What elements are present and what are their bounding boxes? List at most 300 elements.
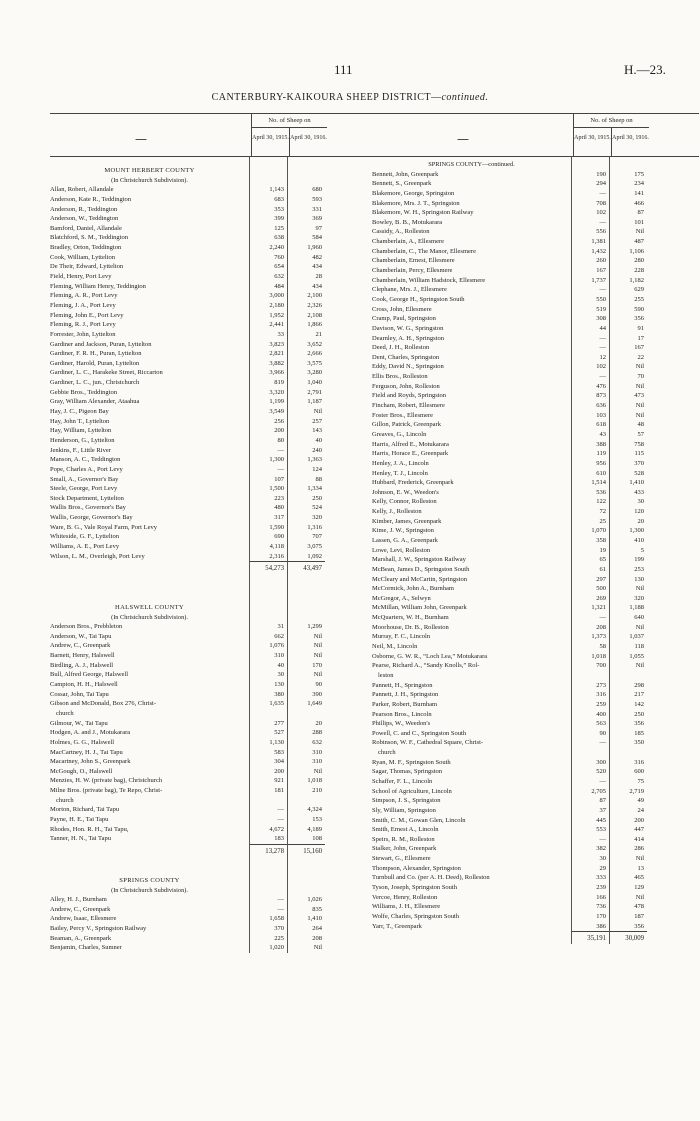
count-1916: 21 xyxy=(315,330,322,338)
count-1915: 225 xyxy=(274,934,284,942)
count-1916: 288 xyxy=(312,729,322,737)
count-1915: 30 xyxy=(277,671,284,679)
count-1916: 87 xyxy=(637,209,644,217)
count-1915: 273 xyxy=(596,681,606,689)
owner-name: School of Agriculture, Lincoln xyxy=(372,787,452,795)
table-row xyxy=(372,700,699,710)
table-row xyxy=(372,218,699,228)
count-1915 xyxy=(571,748,609,758)
owner-name: Chamberlain, Percy, Ellesmere xyxy=(372,267,453,275)
owner-name: Williams, A. E., Port Levy xyxy=(50,542,120,550)
count-1916: 48 xyxy=(637,421,644,429)
count-1916: 1,026 xyxy=(307,896,322,904)
count-1915: 102 xyxy=(596,209,606,217)
owner-name: Fleming, A. R., Port Levy xyxy=(50,292,118,300)
count-1915: 382 xyxy=(596,845,606,853)
count-1915: 1,737 xyxy=(591,276,606,284)
owner-name: Sagar, Thomas, Springston xyxy=(372,768,443,776)
table-row xyxy=(372,873,699,883)
table-row xyxy=(372,864,699,874)
owner-name: Gardiner, L. C., jun., Christchurch xyxy=(50,379,140,387)
count-1916: 1,960 xyxy=(307,244,322,252)
table-row xyxy=(50,513,377,523)
left-column xyxy=(50,113,377,953)
count-1915: 1,373 xyxy=(591,633,606,641)
table-row xyxy=(372,497,699,507)
count-1916: 487 xyxy=(634,238,644,246)
table-row xyxy=(372,661,699,671)
count-1916: 143 xyxy=(312,427,322,435)
count-1915: 190 xyxy=(596,170,606,178)
owner-name: Chamberlain, C., The Manor, Ellesmere xyxy=(372,247,476,255)
count-1916: 1,363 xyxy=(307,456,322,464)
table-row xyxy=(372,738,699,748)
count-1915: 40 xyxy=(277,661,284,669)
count-1915: — xyxy=(599,218,606,226)
count-1916: Nil xyxy=(313,632,322,640)
count-1916: Nil xyxy=(635,623,644,631)
count-1915: 183 xyxy=(274,835,284,843)
owner-name: Gardiner, Harold, Puran, Lyttelton xyxy=(50,359,140,367)
owner-name: McGregor, A., Selwyn xyxy=(372,594,431,602)
owner-name: Gardiner, L. C., Harakeke Street, Riccarton xyxy=(50,369,163,377)
owner-name: Blakemore, George, Springston xyxy=(372,189,455,197)
table-row xyxy=(50,523,377,533)
table-row xyxy=(372,507,699,517)
count-1916: 1,410 xyxy=(307,915,322,923)
table-row xyxy=(372,324,699,334)
count-1916: 414 xyxy=(634,835,644,843)
owner-name: Chamberlain, A., Ellesmere xyxy=(372,238,445,246)
count-1915: 167 xyxy=(596,267,606,275)
owner-name: Parker, Robert, Burnham xyxy=(372,700,438,708)
count-1915: 304 xyxy=(274,758,284,766)
count-1916: 22 xyxy=(637,353,644,361)
table-row xyxy=(50,895,377,905)
owner-name: Phillips, W., Weedon's xyxy=(372,720,431,728)
count-1916: 20 xyxy=(637,517,644,525)
table-row xyxy=(372,295,699,305)
table-row xyxy=(372,227,699,237)
count-1916: 1,866 xyxy=(307,321,322,329)
owner-name: Allan, Robert, Allandale xyxy=(50,186,114,194)
owner-name: McMillan, William John, Greenpark xyxy=(372,604,467,612)
count-1916: 447 xyxy=(634,826,644,834)
table-row xyxy=(50,776,377,786)
count-1915: 43 xyxy=(599,430,606,438)
owner-name: Cross, John, Ellesmere xyxy=(372,305,432,313)
count-1916: Nil xyxy=(635,363,644,371)
owner-name: Anderson, Kate R., Teddington xyxy=(50,195,132,203)
count-1915: 44 xyxy=(599,324,606,332)
owner-name: Deed, J. H., Rolleston xyxy=(372,344,430,352)
owner-name: Bennett, John, Greenpark xyxy=(372,170,439,178)
table-row xyxy=(372,796,699,806)
count-1916: 153 xyxy=(312,816,322,823)
count-1915: — xyxy=(599,614,606,622)
count-1915: 556 xyxy=(596,228,606,236)
count-1915: 736 xyxy=(596,903,606,911)
table-row xyxy=(50,943,377,953)
owner-name: church xyxy=(56,796,74,804)
owner-name: church xyxy=(56,709,74,717)
count-1916: 199 xyxy=(634,556,644,564)
count-1915: 445 xyxy=(596,816,606,824)
count-1915: 760 xyxy=(274,253,284,261)
table-row xyxy=(50,224,377,234)
count-1915: 1,381 xyxy=(591,238,606,246)
owner-name: Bennett, S., Greenpark xyxy=(372,180,432,188)
count-1916: 584 xyxy=(312,234,322,242)
count-1916: 167 xyxy=(634,344,644,352)
table-row xyxy=(50,243,377,253)
count-1916: 124 xyxy=(312,465,322,473)
table-row xyxy=(50,291,377,301)
owner-name: Chamberlain, William Hadstock, Ellesmere xyxy=(372,276,486,284)
owner-name: Cook, William, Lyttelton xyxy=(50,253,115,261)
owner-name: Eddy, David N., Springston xyxy=(372,363,444,371)
count-1916: Nil xyxy=(635,893,644,901)
count-1916: 466 xyxy=(634,199,644,207)
count-1916: Nil xyxy=(313,652,322,660)
owner-name: Kelly, J., Rolleston xyxy=(372,508,422,516)
count-1916: 2,791 xyxy=(307,388,322,396)
owner-name: Gebbie Bros., Teddington xyxy=(50,388,117,396)
table-row xyxy=(50,253,377,263)
section-total: 13,278 15,160 xyxy=(50,844,377,857)
table-row xyxy=(372,256,699,266)
owner-name: McBean, James D., Springston South xyxy=(372,565,470,573)
count-1915: 1,130 xyxy=(269,738,284,746)
count-1916 xyxy=(287,709,325,719)
table-row xyxy=(50,796,377,806)
table-row xyxy=(372,420,699,430)
count-1915: 662 xyxy=(274,632,284,640)
table-row xyxy=(50,699,377,709)
count-1915: 300 xyxy=(596,758,606,766)
count-1916: Nil xyxy=(313,642,322,650)
count-1915: 550 xyxy=(596,295,606,303)
owner-name: Holmes, G. G., Halswell xyxy=(50,738,115,746)
table-row xyxy=(50,214,377,224)
count-1915: 308 xyxy=(596,315,606,323)
count-1916: 250 xyxy=(634,710,644,718)
table-row xyxy=(50,670,377,680)
count-1915: 553 xyxy=(596,826,606,834)
count-1915: 399 xyxy=(274,215,284,223)
owner-name: Kimber, James, Greenpark xyxy=(372,517,442,525)
count-1915: 208 xyxy=(596,623,606,631)
owner-name: Blatchford, S. M., Teddington xyxy=(50,234,128,242)
owner-name: Moorhouse, Dr. B., Rolleston xyxy=(372,623,449,631)
owner-name: Ferguson, John, Rolleston xyxy=(372,382,440,390)
count-1916: 1,334 xyxy=(307,485,322,493)
owner-name: Beaman, A., Greenpark xyxy=(50,934,112,942)
owner-name: Henley, T. J., Lincoln xyxy=(372,469,428,477)
page-title: CANTERBURY-KAIKOURA SHEEP DISTRICT—continued. xyxy=(211,92,489,103)
owner-name: Dearnley, A. H., Springston xyxy=(372,334,444,342)
count-1915: 223 xyxy=(274,494,284,502)
count-1915: 1,321 xyxy=(591,604,606,612)
count-1916: 200 xyxy=(634,816,644,824)
owner-name: Wilson, L. M., Overleigh, Port Levy xyxy=(50,552,145,560)
table-row xyxy=(372,922,699,932)
count-1916: 3,575 xyxy=(307,359,322,367)
owner-name: McQuarters, W. H., Burnham xyxy=(372,614,449,622)
count-1916: 115 xyxy=(634,450,644,458)
count-1916: 130 xyxy=(634,575,644,583)
count-1915: 520 xyxy=(596,768,606,776)
owner-name: Simpson, J. S., Springston xyxy=(372,797,441,805)
table-row xyxy=(50,340,377,350)
table-row xyxy=(50,905,377,915)
owner-name: Rhodes, Hon. R. H., Tai Tapu, xyxy=(50,825,129,833)
count-1915: 29 xyxy=(599,864,606,872)
count-1916: 70 xyxy=(637,373,644,381)
table-row xyxy=(372,430,699,440)
count-1916: 280 xyxy=(634,257,644,265)
count-1916: 28 xyxy=(315,273,322,281)
count-1916: 298 xyxy=(634,681,644,689)
table-row xyxy=(50,622,377,632)
table-row xyxy=(372,719,699,729)
table-row xyxy=(372,478,699,488)
count-1916: 310 xyxy=(312,758,322,766)
section-title: HALSWELL COUNTY xyxy=(115,603,184,611)
owner-name: Chamberlain, Ernest, Ellesmere xyxy=(372,257,455,265)
table-row xyxy=(372,671,699,681)
table-row xyxy=(50,748,377,758)
owner-name: Field and Royds, Springston xyxy=(372,392,447,400)
count-1916: Nil xyxy=(313,671,322,679)
owner-name: Bradley, Orton, Teddington xyxy=(50,244,122,252)
count-1916: Nil xyxy=(635,662,644,670)
owner-name: Wallis Bros., Governor's Bay xyxy=(50,504,126,512)
table-row xyxy=(50,680,377,690)
owner-name: Andrew, Isaac, Ellesmere xyxy=(50,915,117,923)
table-row xyxy=(50,455,377,465)
table-row xyxy=(372,334,699,344)
owner-name: Lowe, Levi, Rolleston xyxy=(372,546,431,554)
table-row xyxy=(50,475,377,485)
count-1915: 2,705 xyxy=(591,787,606,795)
owner-name: Cook, George H., Springston South xyxy=(372,295,465,303)
table-row xyxy=(372,748,699,758)
count-1916: 3,280 xyxy=(307,369,322,377)
count-1915: 58 xyxy=(599,643,606,651)
table-header: — No. of Sheep on April 30, 1915. April 30, 1916. xyxy=(372,113,699,157)
count-1915: 3,966 xyxy=(269,369,284,377)
count-1915: 3,320 xyxy=(269,388,284,396)
owner-name: Cassidy, A., Rolleston xyxy=(372,228,430,236)
table-row xyxy=(372,401,699,411)
count-1915: 654 xyxy=(274,263,284,271)
count-1916: 410 xyxy=(634,536,644,544)
count-1915: — xyxy=(277,465,284,473)
count-1915: 260 xyxy=(596,257,606,265)
count-1916: 2,326 xyxy=(307,301,322,309)
count-1916: 97 xyxy=(315,224,322,232)
owner-name: Pope, Charles A., Port Levy xyxy=(50,465,123,473)
count-1915: 200 xyxy=(274,427,284,435)
count-1916: 240 xyxy=(312,446,322,454)
table-row xyxy=(372,411,699,421)
count-1916: 187 xyxy=(634,912,644,920)
owner-name: Harris, Horace E., Greenpark xyxy=(372,450,449,458)
owner-name: Forrester, John, Lyttelton xyxy=(50,330,116,338)
count-1916: 1,188 xyxy=(629,604,644,612)
count-1916: 170 xyxy=(312,661,322,669)
count-1916: 4,324 xyxy=(307,806,322,814)
count-1915 xyxy=(249,796,287,806)
table-row xyxy=(372,517,699,527)
count-1915: 1,952 xyxy=(269,311,284,319)
count-1916: Nil xyxy=(635,402,644,410)
count-1915: 1,432 xyxy=(591,247,606,255)
count-1915: 294 xyxy=(596,180,606,188)
table-row xyxy=(50,378,377,388)
count-1916: 590 xyxy=(634,305,644,313)
count-1916: 286 xyxy=(634,845,644,853)
count-1916: 75 xyxy=(637,778,644,785)
owner-name: Hubbard, Frederick, Greenpark xyxy=(372,479,454,487)
owner-name: Fleming, J. A., Port Levy xyxy=(50,301,116,309)
owner-name: Andrew, C., Greenpark xyxy=(50,905,111,913)
count-1916: 20 xyxy=(315,719,322,727)
count-1915: 1,514 xyxy=(591,479,606,487)
table-row xyxy=(372,189,699,199)
owner-name: Steele, George, Port Levy xyxy=(50,485,118,493)
count-1916: 4,189 xyxy=(307,825,322,833)
table-row xyxy=(372,594,699,604)
table-row xyxy=(372,816,699,826)
owner-name: Anderson, R., Teddington xyxy=(50,205,118,213)
table-row xyxy=(50,825,377,835)
table-row xyxy=(50,552,377,562)
count-1916: 257 xyxy=(312,417,322,425)
table-row xyxy=(50,914,377,924)
table-row xyxy=(50,934,377,944)
table-row xyxy=(50,465,377,475)
count-1915: 107 xyxy=(274,475,284,483)
table-row xyxy=(50,320,377,330)
table-row xyxy=(372,362,699,372)
owner-name: Speirs, R. M., Rolleston xyxy=(372,835,435,843)
count-1915: 277 xyxy=(274,719,284,727)
table-row xyxy=(372,710,699,720)
count-1915: 500 xyxy=(596,585,606,593)
table-row xyxy=(50,397,377,407)
count-1915: 1,020 xyxy=(269,944,284,952)
count-1915: — xyxy=(599,778,606,785)
left-table-body xyxy=(50,157,377,953)
table-row xyxy=(372,584,699,594)
table-row xyxy=(50,282,377,292)
section-total: 54,273 43,497 xyxy=(50,561,377,574)
count-1916: Nil xyxy=(313,944,322,952)
owner-name: Fleming, R. J., Port Levy xyxy=(50,321,116,329)
table-row xyxy=(372,787,699,797)
count-1916: 478 xyxy=(634,903,644,911)
count-1915: 690 xyxy=(274,533,284,541)
owner-name: Cossar, John, Tai Tapu xyxy=(50,690,109,698)
table-row xyxy=(50,484,377,494)
table-row xyxy=(50,738,377,748)
count-1916: 1,040 xyxy=(307,379,322,387)
count-1915: 316 xyxy=(596,691,606,699)
count-1916: 40 xyxy=(315,436,322,444)
table-row xyxy=(50,532,377,542)
owner-name: Smith, Ernest A., Lincoln xyxy=(372,826,439,834)
count-1916: 142 xyxy=(634,700,644,708)
owner-name: Kime, J. W., Springston xyxy=(372,527,434,535)
table-row xyxy=(50,233,377,243)
owner-name: Gardiner, F. R. H., Puran, Lyttelton xyxy=(50,350,142,358)
table-row xyxy=(372,391,699,401)
count-1916: 250 xyxy=(312,494,322,502)
count-1915: 3,823 xyxy=(269,340,284,348)
count-1915: 476 xyxy=(596,382,606,390)
count-1916: 310 xyxy=(312,748,322,756)
table-row xyxy=(50,195,377,205)
year-1915-header: April 30, 1915. xyxy=(252,135,289,141)
table-row xyxy=(50,651,377,661)
count-1916: 707 xyxy=(312,533,322,541)
owner-name: Davison, W. G., Springston xyxy=(372,324,444,332)
right-column xyxy=(372,113,699,944)
count-1915: — xyxy=(277,896,284,904)
count-1916: 264 xyxy=(312,925,322,933)
owner-name: Anderson Bros., Prebbleton xyxy=(50,623,123,631)
owner-name: Milne Bros. (private bag), Te Repo, Christ- xyxy=(50,787,163,795)
table-row xyxy=(50,503,377,513)
owner-name: Andrew, C., Greenpark xyxy=(50,642,111,650)
owner-name: Jenkins, F., Little River xyxy=(50,446,111,454)
owner-name: Henderson, G., Lyttelton xyxy=(50,436,115,444)
sheep-count-header: No. of Sheep on April 30, 1915. April 30, 1916. xyxy=(573,114,649,157)
count-1915: 1,590 xyxy=(269,523,284,531)
count-1915: 956 xyxy=(596,459,606,467)
count-1915: 72 xyxy=(599,508,606,516)
count-1916: 1,410 xyxy=(629,479,644,487)
count-1915: 1,658 xyxy=(269,915,284,923)
table-row xyxy=(50,632,377,642)
table-row xyxy=(372,883,699,893)
count-1916: 3,652 xyxy=(307,340,322,348)
count-1916: Nil xyxy=(313,408,322,416)
count-1916: 390 xyxy=(312,690,322,698)
right-table-body xyxy=(372,157,699,944)
count-1916: 175 xyxy=(634,170,644,178)
count-1915: — xyxy=(599,189,606,197)
count-1915: 380 xyxy=(274,690,284,698)
owner-name: Hay, J. C., Pigeon Bay xyxy=(50,408,109,416)
count-1915: — xyxy=(599,286,606,294)
table-row xyxy=(372,276,699,286)
count-1915: 2,240 xyxy=(269,244,284,252)
table-row xyxy=(372,526,699,536)
table-row xyxy=(372,632,699,642)
owner-name: Gray, William Alexander, Ataahua xyxy=(50,398,140,406)
count-1915 xyxy=(571,671,609,681)
count-1915: — xyxy=(277,446,284,454)
count-1915: 819 xyxy=(274,379,284,387)
count-1915: 636 xyxy=(596,402,606,410)
count-1915: 119 xyxy=(596,450,606,458)
owner-name: Hay, William, Lyttelton xyxy=(50,427,112,435)
count-1915: 3,882 xyxy=(269,359,284,367)
count-1915: 873 xyxy=(596,392,606,400)
